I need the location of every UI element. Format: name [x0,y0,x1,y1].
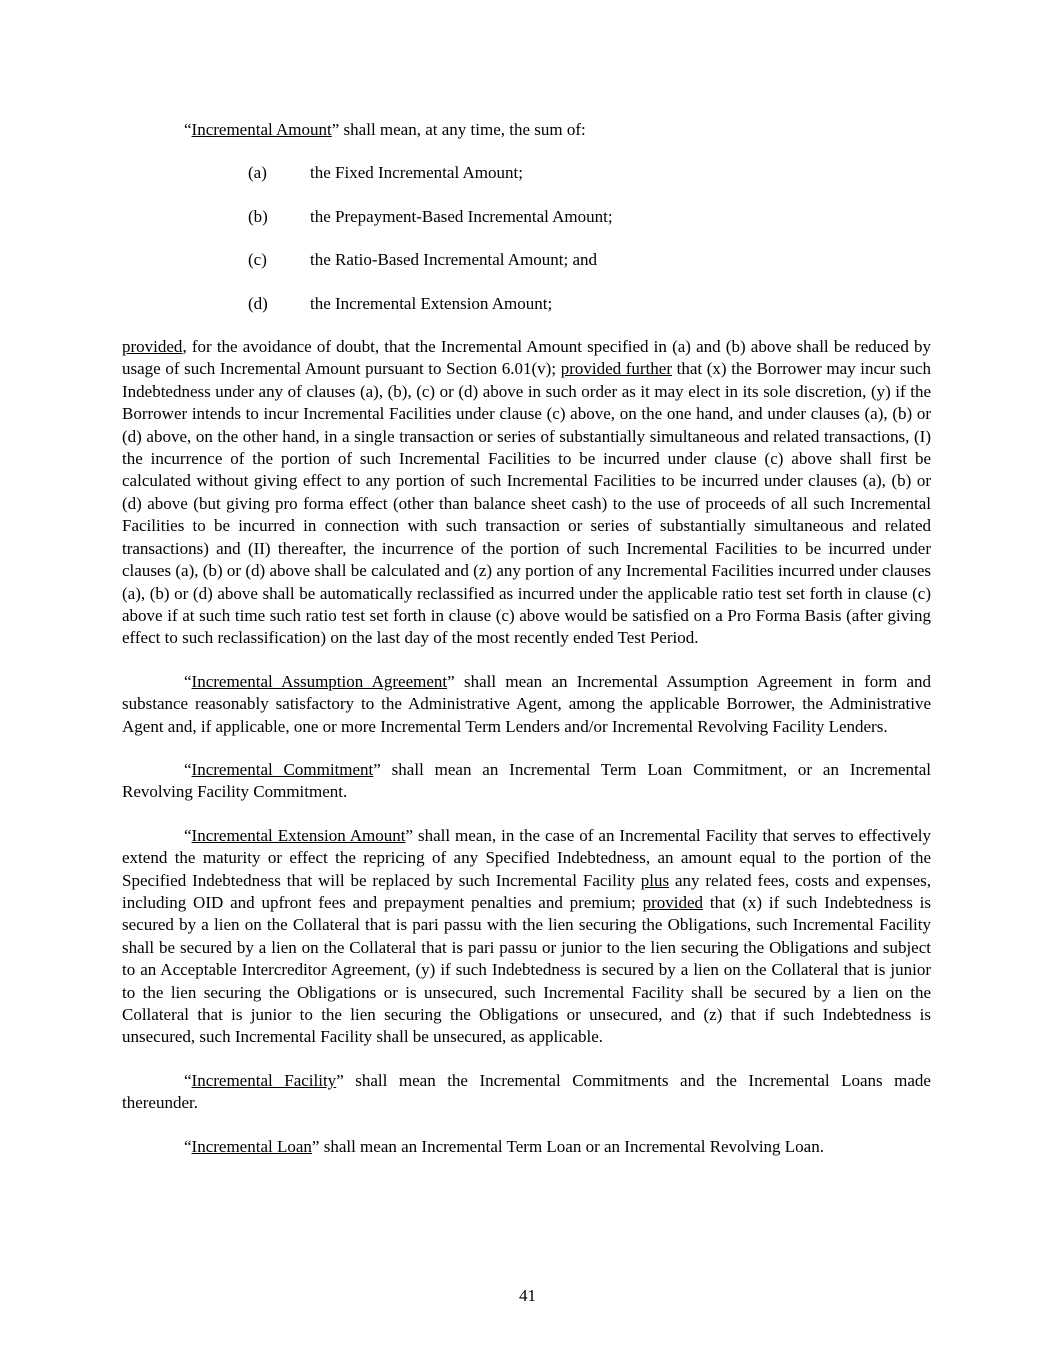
definition-incremental-facility: “Incremental Facility” shall mean the Incremental Commitments and the Incremental Loans made thereunder. [122,1070,931,1113]
list-text-d: the Incremental Extension Amount; [310,293,553,313]
list-text-b: the Prepayment-Based Incremental Amount; [310,206,613,226]
list-text-c: the Ratio-Based Incremental Amount; and [310,250,598,270]
definition-incremental-extension-amount: “Incremental Extension Amount” shall mean, in the case of an Incremental Facility that serves to effectively extend the maturity or effect the repricing of any Specified Indebtedness, an amount equal to the portion of the Specified Indebtedness that will be replaced by such Incremental Facility plus any related fees, costs and expenses, including OID and upfront fees and prepayment penalties and premium; provided that (x) if such Indebtedness is secured by a lien on the Collateral that is pari passu with the lien securing the Obligations, such Incremental Facility shall be secured by a lien on the Collateral that is pari passu or junior to the lien securing the Obligations and subject to an Acceptable Intercreditor Agreement, (y) if such Indebtedness is secured by a lien on the Collateral that is junior to the lien securing the Obligations or is unsecured, such Incremental Facility shall be secured by a lien on the Collateral that is junior to the lien securing the Obligations or unsecured, and (z) that if such Indebtedness is unsecured, such Incremental Facility shall be unsecured, as applicable. [122,825,931,1047]
list-marker-b: (b) [248,206,268,226]
list-marker-d: (d) [248,293,268,313]
list-item-d [248,293,931,315]
definition-incremental-assumption-agreement: “Incremental Assumption Agreement” shall mean an Incremental Assumption Agreement in form and substance reasonably satisfactory to the Administrative Agent, among the applicable Borrower, the Administrative Agent and, if applicable, one or more Incremental Term Lenders and/or Incremental Revolving Facility Lenders. [122,671,932,736]
definition-incremental-loan: “Incremental Loan” shall mean an Incremental Term Loan or an Incremental Revolving Loan. [184,1136,824,1156]
list-text-a: the Fixed Incremental Amount; [310,163,523,183]
list-item-b [248,206,931,228]
list-marker-c: (c) [248,250,267,270]
page-number: 41 [519,1285,536,1305]
list-item-c [248,249,931,271]
definition-incremental-commitment: “Incremental Commitment” shall mean an Incremental Term Loan Commitment, or an Incremental Revolving Facility Commitment. [122,759,931,802]
definition-incremental-amount-intro: “Incremental Amount” shall mean, at any time, the sum of: [184,120,586,139]
list-item-a [248,162,931,184]
list-marker-a: (a) [248,163,267,183]
proviso-paragraph: provided, for the avoidance of doubt, that the Incremental Amount specified in (a) and (b) above shall be reduced by usage of such Incremental Amount pursuant to Section 6.01(v); provided further that (x) the Borrower may incur such Indebtedness under any of clauses (a), (b), (c) or (d) above in such order as it may elect in its sole discretion, (y) if the Borrower intends to incur Incremental Facilities under clause (c) above, on the one hand, and under clauses (a), (b) or (d) above, on the other hand, in a single transaction or series of substantially simultaneous and related transactions, (I) the incurrence of the portion of such Incremental Facilities to be incurred under clause (c) above shall first be calculated without giving effect to any portion of such Incremental Facilities to be incurred under clauses (a), (b) or (d) above (but giving pro forma effect (other than balance sheet cash) to the use of proceeds of all such Incremental Facilities to be incurred in connection with such transaction or series of substantially simultaneous and related transactions) and (II) thereafter, the incurrence of the portion of such Incremental Facilities to be incurred under clauses (a), (b) or (d) above shall be calculated and (z) any portion of any Incremental Facilities incurred under clauses (a), (b) or (d) above shall be automatically reclassified as incurred under the applicable ratio test set forth in clause (c) above if at such time such ratio test set forth in clause (c) above would be satisfied on a Pro Forma Basis (after giving effect to such reclassification) on the last day of the most recently ended Test Period. [122,337,931,648]
